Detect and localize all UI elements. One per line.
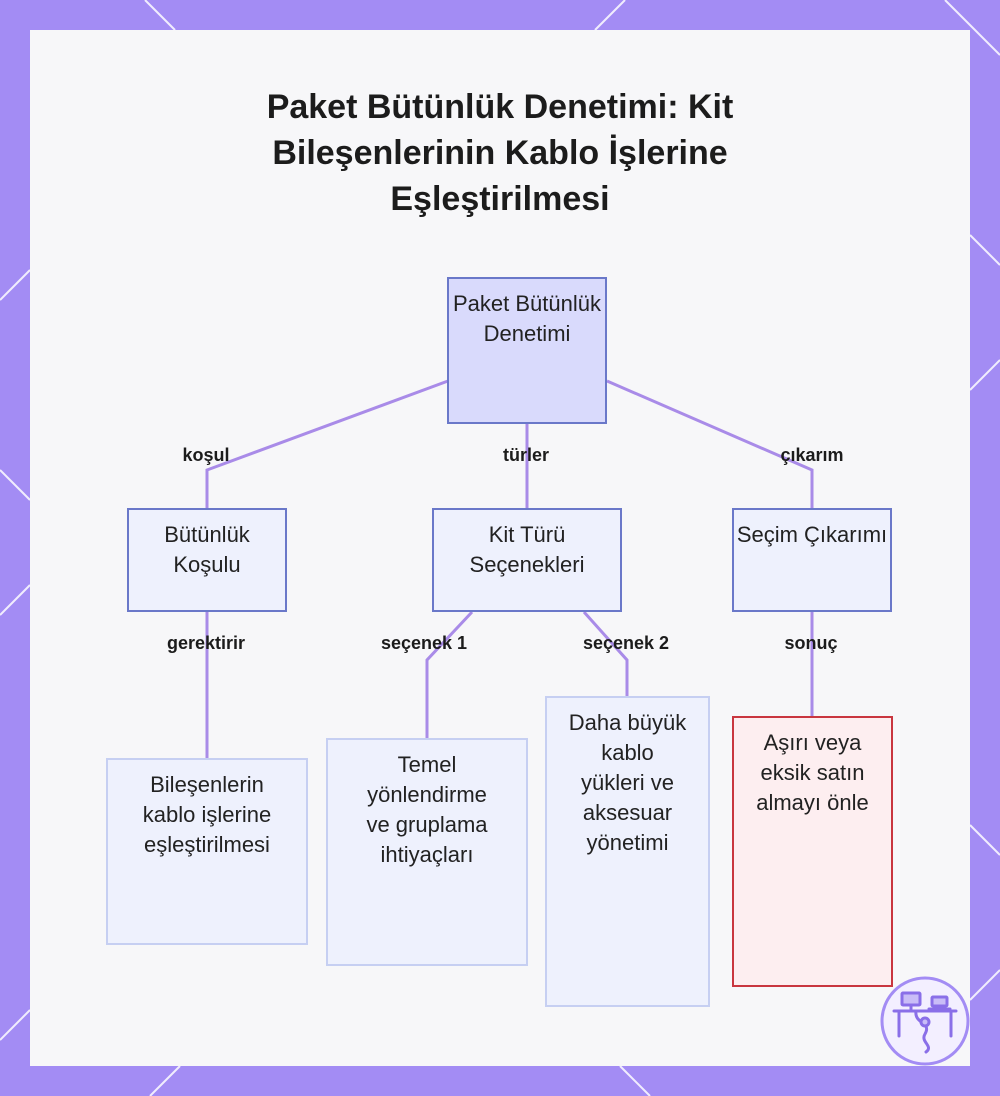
node-kit-types: Kit Türü Seçenekleri	[432, 508, 622, 612]
edge-label-option1: seçenek 1	[380, 633, 468, 653]
node-mapping: Bileşenlerin kablo işlerine eşleştirilmesi	[106, 758, 308, 945]
desk-workspace-icon	[880, 976, 970, 1066]
edge-label-requires: gerektirir	[166, 633, 246, 653]
edge-label-result: sonuç	[784, 633, 838, 653]
node-basic-needs: Temel yönlendirme ve gruplama ihtiyaçları	[326, 738, 528, 966]
diagram-title: Paket Bütünlük Denetimi: Kit Bileşenlerinin Kablo İşlerine Eşleştirilmesi	[266, 88, 734, 218]
edge-label-types: türler	[502, 445, 550, 465]
node-prevent: Aşırı veya eksik satın almayı önle	[732, 716, 893, 987]
edge-label-inference: çıkarım	[780, 445, 844, 465]
edge-kit-basic	[427, 612, 472, 738]
node-root: Paket Bütünlük Denetimi	[447, 277, 607, 424]
edge-kit-larger	[584, 612, 627, 696]
edge-label-condition: koşul	[182, 445, 230, 465]
node-inference: Seçim Çıkarımı	[732, 508, 892, 612]
node-larger-loads: Daha büyük kablo yükleri ve aksesuar yönetimi	[545, 696, 710, 1007]
node-condition: Bütünlük Koşulu	[127, 508, 287, 612]
edge-label-option2: seçenek 2	[582, 633, 670, 653]
edge-root-condition	[207, 381, 448, 508]
